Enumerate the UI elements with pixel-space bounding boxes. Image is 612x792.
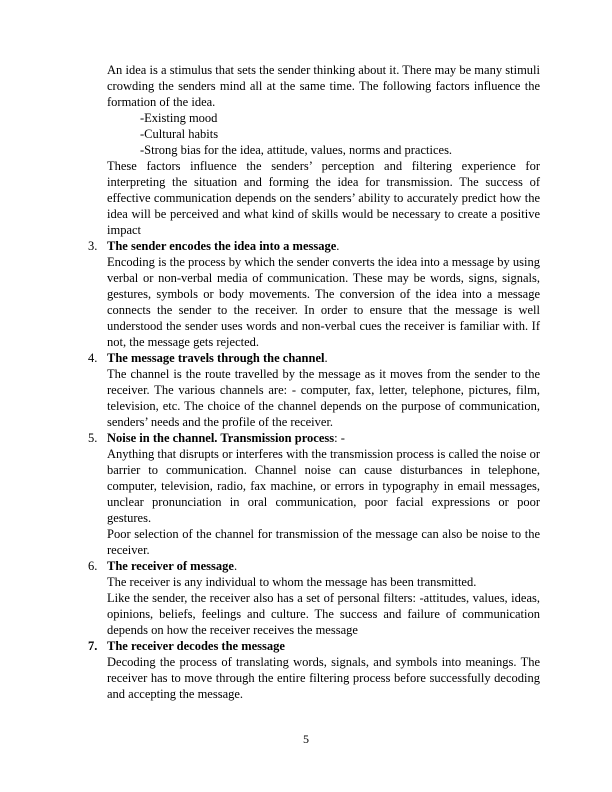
bullet-item-cultural-habits: -Cultural habits bbox=[140, 127, 219, 141]
item-6-heading-line bbox=[88, 558, 540, 574]
item-3-heading-suffix: . bbox=[336, 239, 340, 253]
bullet-item-existing-mood: -Existing mood bbox=[140, 111, 218, 125]
page-number: 5 bbox=[303, 732, 309, 746]
list-item-3 bbox=[88, 238, 540, 350]
item-5-paragraph-1: Anything that disrupts or interferes with the transmission process is called the noise or barrier to communication. Channel noise can cause disturbances in telephone, computer, television, radio, fax machine, or errors in typography in email messages, unclear pronunciation in oral communication, poor facial expressions or poor gestures. bbox=[107, 447, 540, 525]
list-item-6 bbox=[88, 558, 540, 638]
list-item-4 bbox=[88, 350, 540, 430]
list-item-5 bbox=[88, 430, 540, 558]
item-6-number: 6. bbox=[88, 559, 98, 573]
item-3-heading-line bbox=[88, 238, 540, 254]
item-5-heading-line bbox=[88, 430, 540, 446]
bullet-item-strong-bias: -Strong bias for the idea, attitude, values, norms and practices. bbox=[140, 143, 453, 157]
item-6-heading-suffix: . bbox=[233, 559, 238, 573]
item-6-heading: The receiver of message bbox=[107, 559, 234, 573]
item-4-number: 4. bbox=[88, 351, 98, 365]
item-3-heading: The sender encodes the idea into a message bbox=[107, 239, 337, 253]
item-6-paragraph-1: The receiver is any individual to whom the message has been transmitted. bbox=[107, 575, 477, 589]
item-3-paragraph: Encoding is the process by which the sender converts the idea into a message by using verbal or non-verbal media of communication. These may be words, signs, signals, gestures, symbols or body movements. The conversion of the idea into a message connects the sender to the receiver. In order to ensure that the message is well understood the sender uses words and non-verbal cues the receiver is familiar with. If not, the message gets rejected. bbox=[107, 255, 540, 349]
item-7-heading: The receiver decodes the message bbox=[107, 639, 285, 653]
item-5-heading-suffix: : - bbox=[334, 431, 345, 445]
item-5-paragraph-2: Poor selection of the channel for transmission of the message can also be noise to the receiver. bbox=[107, 527, 540, 557]
item-4-heading-suffix: . bbox=[324, 351, 328, 365]
item-4-heading: The message travels through the channel bbox=[107, 351, 325, 365]
item-5-number: 5. bbox=[88, 431, 98, 445]
item-7-paragraph: Decoding the process of translating words, signals, and symbols into meanings. The receiver has to move through the entire filtering process before successfully decoding and accepting the message. bbox=[107, 655, 540, 701]
item-3-number: 3. bbox=[88, 239, 98, 253]
item-6-paragraph-2: Like the sender, the receiver also has a set of personal filters: -attitudes, values, ideas, opinions, beliefs, feelings and culture. The success and failure of communication depends on how the receiver receives the message bbox=[107, 591, 540, 637]
item-7-number: 7. bbox=[88, 639, 98, 653]
item-4-heading-line bbox=[88, 350, 540, 366]
intro-paragraph-1: An idea is a stimulus that sets the sender thinking about it. There may be many stimuli crowding the senders mind all at the same time. The following factors influence the formation of the idea. bbox=[107, 63, 540, 109]
page-content bbox=[88, 62, 540, 702]
item-5-heading: Noise in the channel. Transmission process bbox=[107, 431, 335, 445]
item-7-heading-line bbox=[88, 638, 540, 654]
intro-paragraph-2: These factors influence the senders’ perception and filtering experience for interpreting the situation and forming the idea for transmission. The success of effective communication depends on the senders’ ability to accurately predict how the idea will be perceived and what kind of skills would be necessary to create a positive impact bbox=[107, 159, 540, 237]
item-4-paragraph: The channel is the route travelled by the message as it moves from the sender to the receiver. The various channels are: - computer, fax, letter, telephone, pictures, film, television, etc. The choice of the channel depends on the purpose of communication, senders’ needs and the profile of the receiver. bbox=[107, 367, 540, 429]
bullet-list bbox=[88, 110, 540, 158]
list-item-7 bbox=[88, 638, 540, 702]
